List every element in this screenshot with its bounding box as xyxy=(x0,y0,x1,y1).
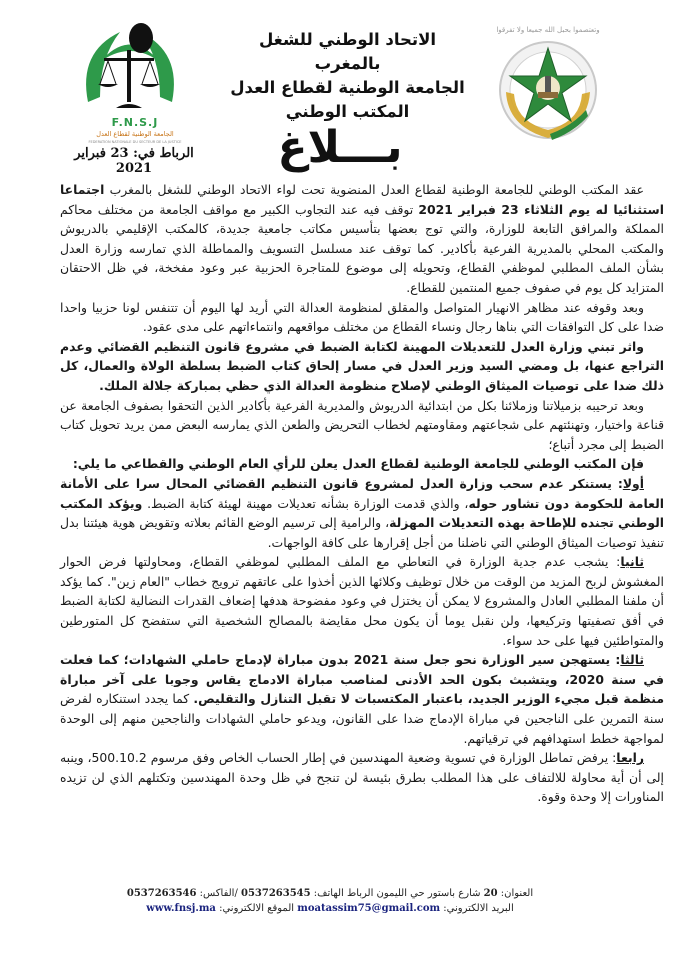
fnsj-acronym: F.N.S.J xyxy=(111,116,159,129)
paragraph-welcome: وبعد ترحيبه بزميلاتنا وزملائنا بكل من ابتدائية الدريوش والمديرية الفرعية بأكادير الذين التحقوا بصفوف الجامعة عن قناعة واختيار، وتهنئتهم على شجاعتهم ومقاومتهم لخطاب التحريض والطعن الذي يمارسه البعض ممن يريد تحويل كتاب الضبط إلى مجرد أتباع؛ xyxy=(60,397,664,452)
org-name-line3: المكتب الوطني xyxy=(285,102,410,121)
paragraph-fourth-point: رابعا: يرفض تماطل الوزارة في تسوية وضعية المهندسين في إطار الحساب الخاص وفق مرسوم 500.10.2، وينبه إلى أن أية محاولة للالتفاف على هذا المطلب بطرق بئيسة لن تنجح في ظل وحدة المهندسين وتكتلهم الذي لن تزيده المناورات إلا وحدة وقوة. xyxy=(60,750,664,805)
paragraph-first-point: أولا: يستنكر عدم سحب وزارة العدل لمشروع قانون التنظيم القضائي المحال سرا على الأمانة العامة للحكومة دون تشاور حوله، والذي قدمت الوزارة بشأنه تعديلات مهينة لهيئة كتابة الضبط. ويؤكد المكتب الوطني تجنده للإطاحة بهذه التعديلات المهزلة، والرامية إلى ترسيم الوضع القائم بعلاته وتقويض هوية هيئتنا بدل تنفيذ توصيات الميثاق الوطني التي ناضلنا من أجل إقرارها على كافة الواجهات. xyxy=(60,475,664,550)
paragraph-amendments: واثر تبني وزارة العدل للتعديلات المهينة لكتابة الضبط في مشروع قانون التنظيم القضائي وعدم التراجع عنها، بل ومضي السيد وزير العدل في مسار إلحاق كتاب الضبط بسلطة الولاة والعمال، كل ذلك ضدا على توصيات الميثاق الوطني لإصلاح منظومة العدالة الذي حظي بمباركة جلالة الملك. xyxy=(60,338,664,393)
phone-number: 0537263545 xyxy=(241,888,311,899)
paragraph-second-point: ثانيا: يشجب عدم جدية الوزارة في التعاطي مع الملف المطلبي لموظفي القطاع، ومحاولتها فرض الحوار المغشوش لربح المزيد من الوقت من خلال توظيف وكلائها الذين أخذوا على عاتقهم ترويج خطاب "العام زين". كما يؤكد أن ملفنا المطلبي العادل والمشروع لا يمكن أن يختزل في وعود مفضوحة هدفها إضعاف القدرات النضالية لكتابة الضبط في أفق تصفيتها وتركيعها، ولن نقبل يوما أن يكون محل مقايضة بالمصالح الشخصية التي ستفضح كل المتورطين والمتواطئين فيها على حد سواء. xyxy=(60,554,664,648)
fnsj-subtitle: الجامعة الوطنية لقطاع العدل xyxy=(96,130,174,138)
umt-emblem-logo xyxy=(488,22,608,152)
organization-header xyxy=(225,28,470,124)
document-date: الرباط في: 23 فبراير 2021 xyxy=(74,146,194,176)
scales-of-justice-icon xyxy=(70,22,190,122)
communique-body xyxy=(60,180,664,807)
paragraph-justice-system: وبعد وقوفه عند مظاهر الانهيار المتواصل والمقلق لمنظومة العدالة التي أريد لها اليوم أن تتنفس لونا حزبيا واحدا ضدا على كل التوافقات التي بناها رجال ونساء القطاع من مختلف مواقعهم وانتماءاتهم على مدى عقود. xyxy=(60,299,664,335)
fax-number: 0537263546 xyxy=(126,888,197,899)
org-name-line2: الجامعة الوطنية لقطاع العدل xyxy=(230,78,465,97)
org-name-line1: الاتحاد الوطني للشغل بالمغرب xyxy=(258,30,437,73)
address-line: العنوان: 20 شارع باستور حي الليمون الرباط الهاتف: 0537263545 /الفاكس: 0537263546 xyxy=(126,888,534,899)
website-link[interactable]: www.fnsj.ma xyxy=(146,903,216,914)
paragraph-third-point: ثالثا: يستهجن سير الوزارة نحو جعل سنة 2021 بدون مباراة لإدماج حاملي الشهادات؛ كما فعلت في سنة 2020، ويتشبث بكون الحد الأدنى لمناصب مباراة الادماج يقاس وجوبا على آخر مباراة منظمة قبل مجيء الوزير الجديد، باعتبار المكتسبات لا تقبل التنازل والتقليص. كما يجدد استنكاره لفرض سنة التمرين على الناجحين في مباراة الإدماج ضدا على القانون، ويدعو حاملي الشهادات والناجحين منهم إلى الوحدة لمواجهة خطط استهدافهم في ترقياتهم. xyxy=(60,652,664,746)
email-link[interactable]: moatassim75@gmail.com xyxy=(297,903,441,914)
contact-line: البريد الالكتروني: moatassim75@gmail.com الموقع الالكتروني: www.fnsj.ma xyxy=(146,903,514,914)
fnsj-subtitle-french: FEDERATION NATIONALE DU SECTEUR DE LA JUSTICE xyxy=(88,140,182,144)
logo-motto: وتعتصموا بحبل الله جميعا ولا تفرقوا xyxy=(496,26,600,34)
star-emblem-icon xyxy=(488,22,608,152)
paragraph-announcement: فإن المكتب الوطني للجامعة الوطنية لقطاع العدل يعلن للرأي العام الوطني والقطاعي ما يلي: xyxy=(72,456,644,472)
paragraph-intro: عقد المكتب الوطني للجامعة الوطنية لقطاع العدل المنضوية تحت لواء الاتحاد الوطني للشغل بالمغرب اجتماعا استثنائيا له يوم الثلاثاء 23 فبراير 2021 توقف فيه عند التجاوب الكبير مع مواقف الجامعة من مختلف محاكم المملكة والمرافق التابعة للوزارة، والتي توج بعضها بتأسيس مكاتب جامعية جديدة، كالمكتب الإقليمي بالدريوش والمكتب المحلي بالمديرية الفرعية بأكادير. كما توقف عند مسلسل التسويف والمماطلة الذي تمارسه وزارة العدل بشأن الملف المطلبي لموظفي القطاع، وتحويله إلى موضوع للمتاجرة الحزبية عبر وعود مفخخة، في ظل الاحتقان المتزايد كل يوم في صفوف جميع المنتمين للقطاع. xyxy=(60,182,664,295)
contact-footer xyxy=(110,886,550,916)
document-title: بـــلاغ xyxy=(277,122,403,173)
